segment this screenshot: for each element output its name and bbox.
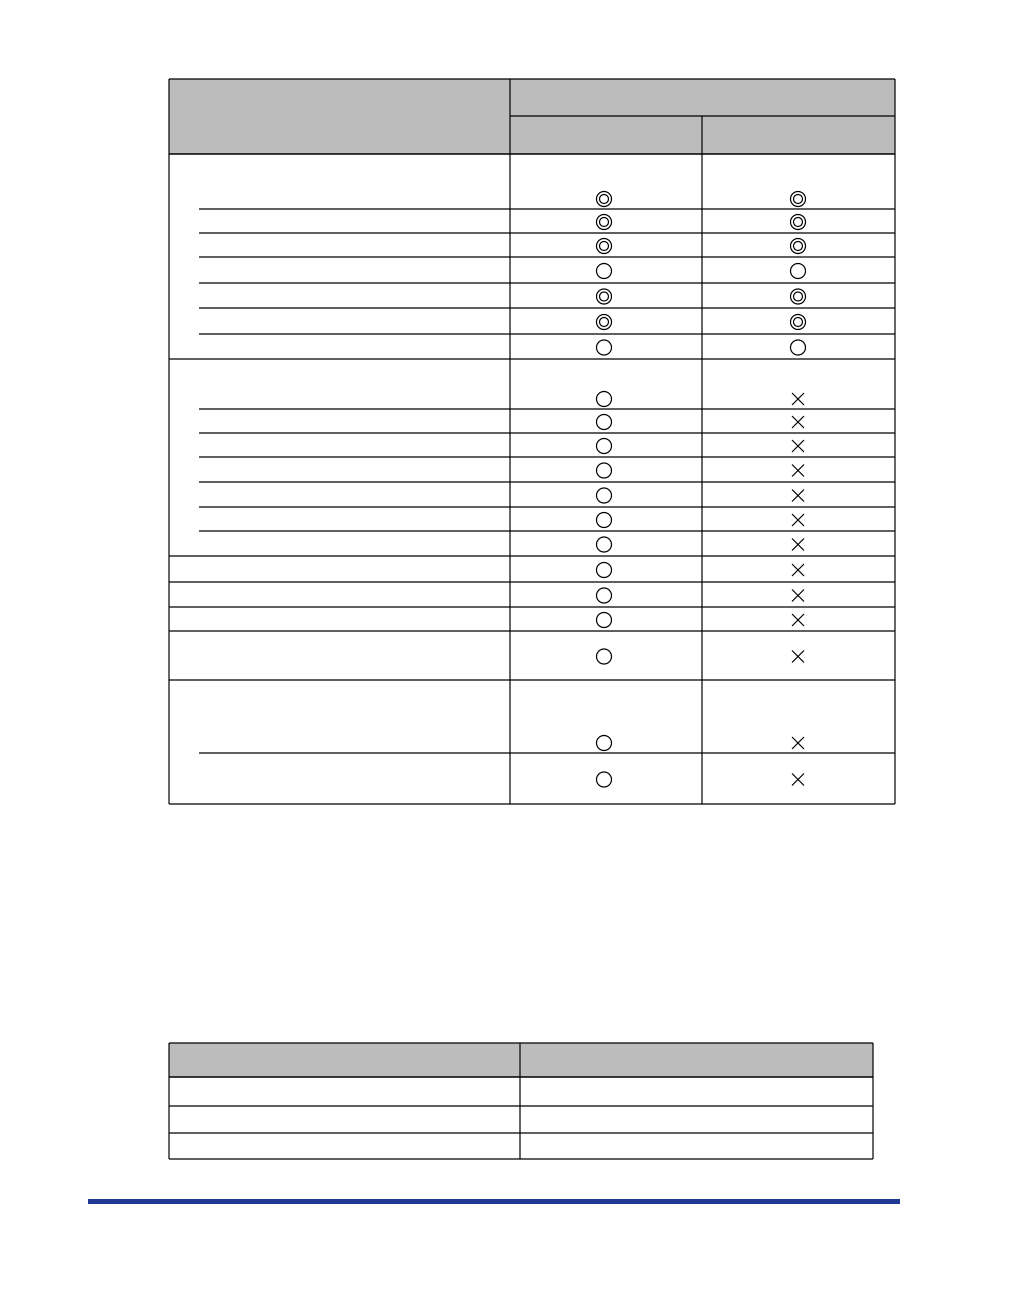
- cross-mark-icon: [792, 651, 804, 663]
- circle-mark-icon: [597, 537, 612, 552]
- circle-mark-icon: [597, 563, 612, 578]
- table-row: [597, 649, 805, 664]
- cross-mark-icon: [792, 465, 804, 477]
- circle-outer: [791, 215, 806, 230]
- circle-mark-icon: [597, 439, 612, 454]
- cross-mark-icon: [792, 774, 804, 786]
- circle-outer: [597, 649, 612, 664]
- cross-mark-icon: [792, 440, 804, 452]
- cross-mark-icon: [792, 490, 804, 502]
- circle-mark-icon: [597, 340, 612, 355]
- circle-outer: [597, 192, 612, 207]
- table-row: [597, 340, 806, 355]
- circle-outer: [597, 239, 612, 254]
- cross-mark-icon: [792, 416, 804, 428]
- circle-mark-icon: [597, 613, 612, 628]
- circle-mark-icon: [597, 513, 612, 528]
- circle-outer: [597, 415, 612, 430]
- double-circle-mark-icon: [791, 289, 806, 304]
- circle-inner: [600, 318, 609, 327]
- small-table-header-bg: [169, 1043, 873, 1077]
- circle-outer: [597, 588, 612, 603]
- table-row: [597, 537, 805, 552]
- double-circle-mark-icon: [791, 215, 806, 230]
- double-circle-mark-icon: [791, 315, 806, 330]
- table-row: [597, 772, 805, 787]
- double-circle-mark-icon: [597, 315, 612, 330]
- circle-outer: [597, 439, 612, 454]
- circle-inner: [600, 218, 609, 227]
- circle-mark-icon: [597, 588, 612, 603]
- circle-outer: [597, 537, 612, 552]
- table-row: [597, 488, 805, 503]
- table-row: [597, 563, 805, 578]
- circle-outer: [597, 463, 612, 478]
- circle-outer: [597, 392, 612, 407]
- circle-outer: [791, 192, 806, 207]
- table-row: [597, 613, 805, 628]
- double-circle-mark-icon: [597, 239, 612, 254]
- circle-outer: [597, 736, 612, 751]
- circle-mark-icon: [597, 736, 612, 751]
- circle-outer: [597, 215, 612, 230]
- circle-outer: [597, 264, 612, 279]
- circle-inner: [794, 195, 803, 204]
- circle-mark-icon: [597, 649, 612, 664]
- cross-mark-icon: [792, 614, 804, 626]
- circle-outer: [791, 315, 806, 330]
- circle-outer: [791, 264, 806, 279]
- circle-outer: [597, 289, 612, 304]
- circle-inner: [794, 292, 803, 301]
- circle-outer: [597, 563, 612, 578]
- cross-mark-icon: [792, 564, 804, 576]
- circle-mark-icon: [597, 772, 612, 787]
- footer-rule: [88, 1199, 900, 1204]
- table-row: [597, 239, 806, 254]
- table-row: [597, 392, 805, 407]
- circle-outer: [597, 340, 612, 355]
- circle-mark-icon: [791, 340, 806, 355]
- circle-inner: [794, 242, 803, 251]
- double-circle-mark-icon: [597, 192, 612, 207]
- table-row: [597, 264, 806, 279]
- table-row: [597, 215, 806, 230]
- table-row: [597, 736, 805, 751]
- circle-outer: [597, 772, 612, 787]
- circle-outer: [791, 340, 806, 355]
- double-circle-mark-icon: [597, 289, 612, 304]
- cross-mark-icon: [792, 590, 804, 602]
- circle-inner: [600, 242, 609, 251]
- cross-mark-icon: [792, 539, 804, 551]
- cross-mark-icon: [792, 737, 804, 749]
- table-row: [597, 315, 806, 330]
- table-row: [597, 192, 806, 207]
- circle-mark-icon: [597, 463, 612, 478]
- circle-mark-icon: [597, 415, 612, 430]
- circle-outer: [791, 289, 806, 304]
- double-circle-mark-icon: [791, 192, 806, 207]
- table-row: [597, 439, 805, 454]
- double-circle-mark-icon: [791, 239, 806, 254]
- circle-outer: [597, 488, 612, 503]
- circle-outer: [597, 315, 612, 330]
- table-row: [597, 513, 805, 528]
- circle-mark-icon: [597, 392, 612, 407]
- compatibility-table: [169, 79, 895, 804]
- circle-inner: [794, 318, 803, 327]
- circle-mark-icon: [597, 264, 612, 279]
- table-row: [597, 415, 805, 430]
- table-row: [597, 588, 805, 603]
- circle-outer: [597, 613, 612, 628]
- cross-mark-icon: [792, 514, 804, 526]
- table-row: [597, 289, 806, 304]
- circle-mark-icon: [791, 264, 806, 279]
- circle-inner: [794, 218, 803, 227]
- circle-outer: [597, 513, 612, 528]
- double-circle-mark-icon: [597, 215, 612, 230]
- circle-mark-icon: [597, 488, 612, 503]
- circle-outer: [791, 239, 806, 254]
- cross-mark-icon: [792, 393, 804, 405]
- circle-inner: [600, 195, 609, 204]
- small-table: [169, 1043, 873, 1159]
- table-row: [597, 463, 805, 478]
- circle-inner: [600, 292, 609, 301]
